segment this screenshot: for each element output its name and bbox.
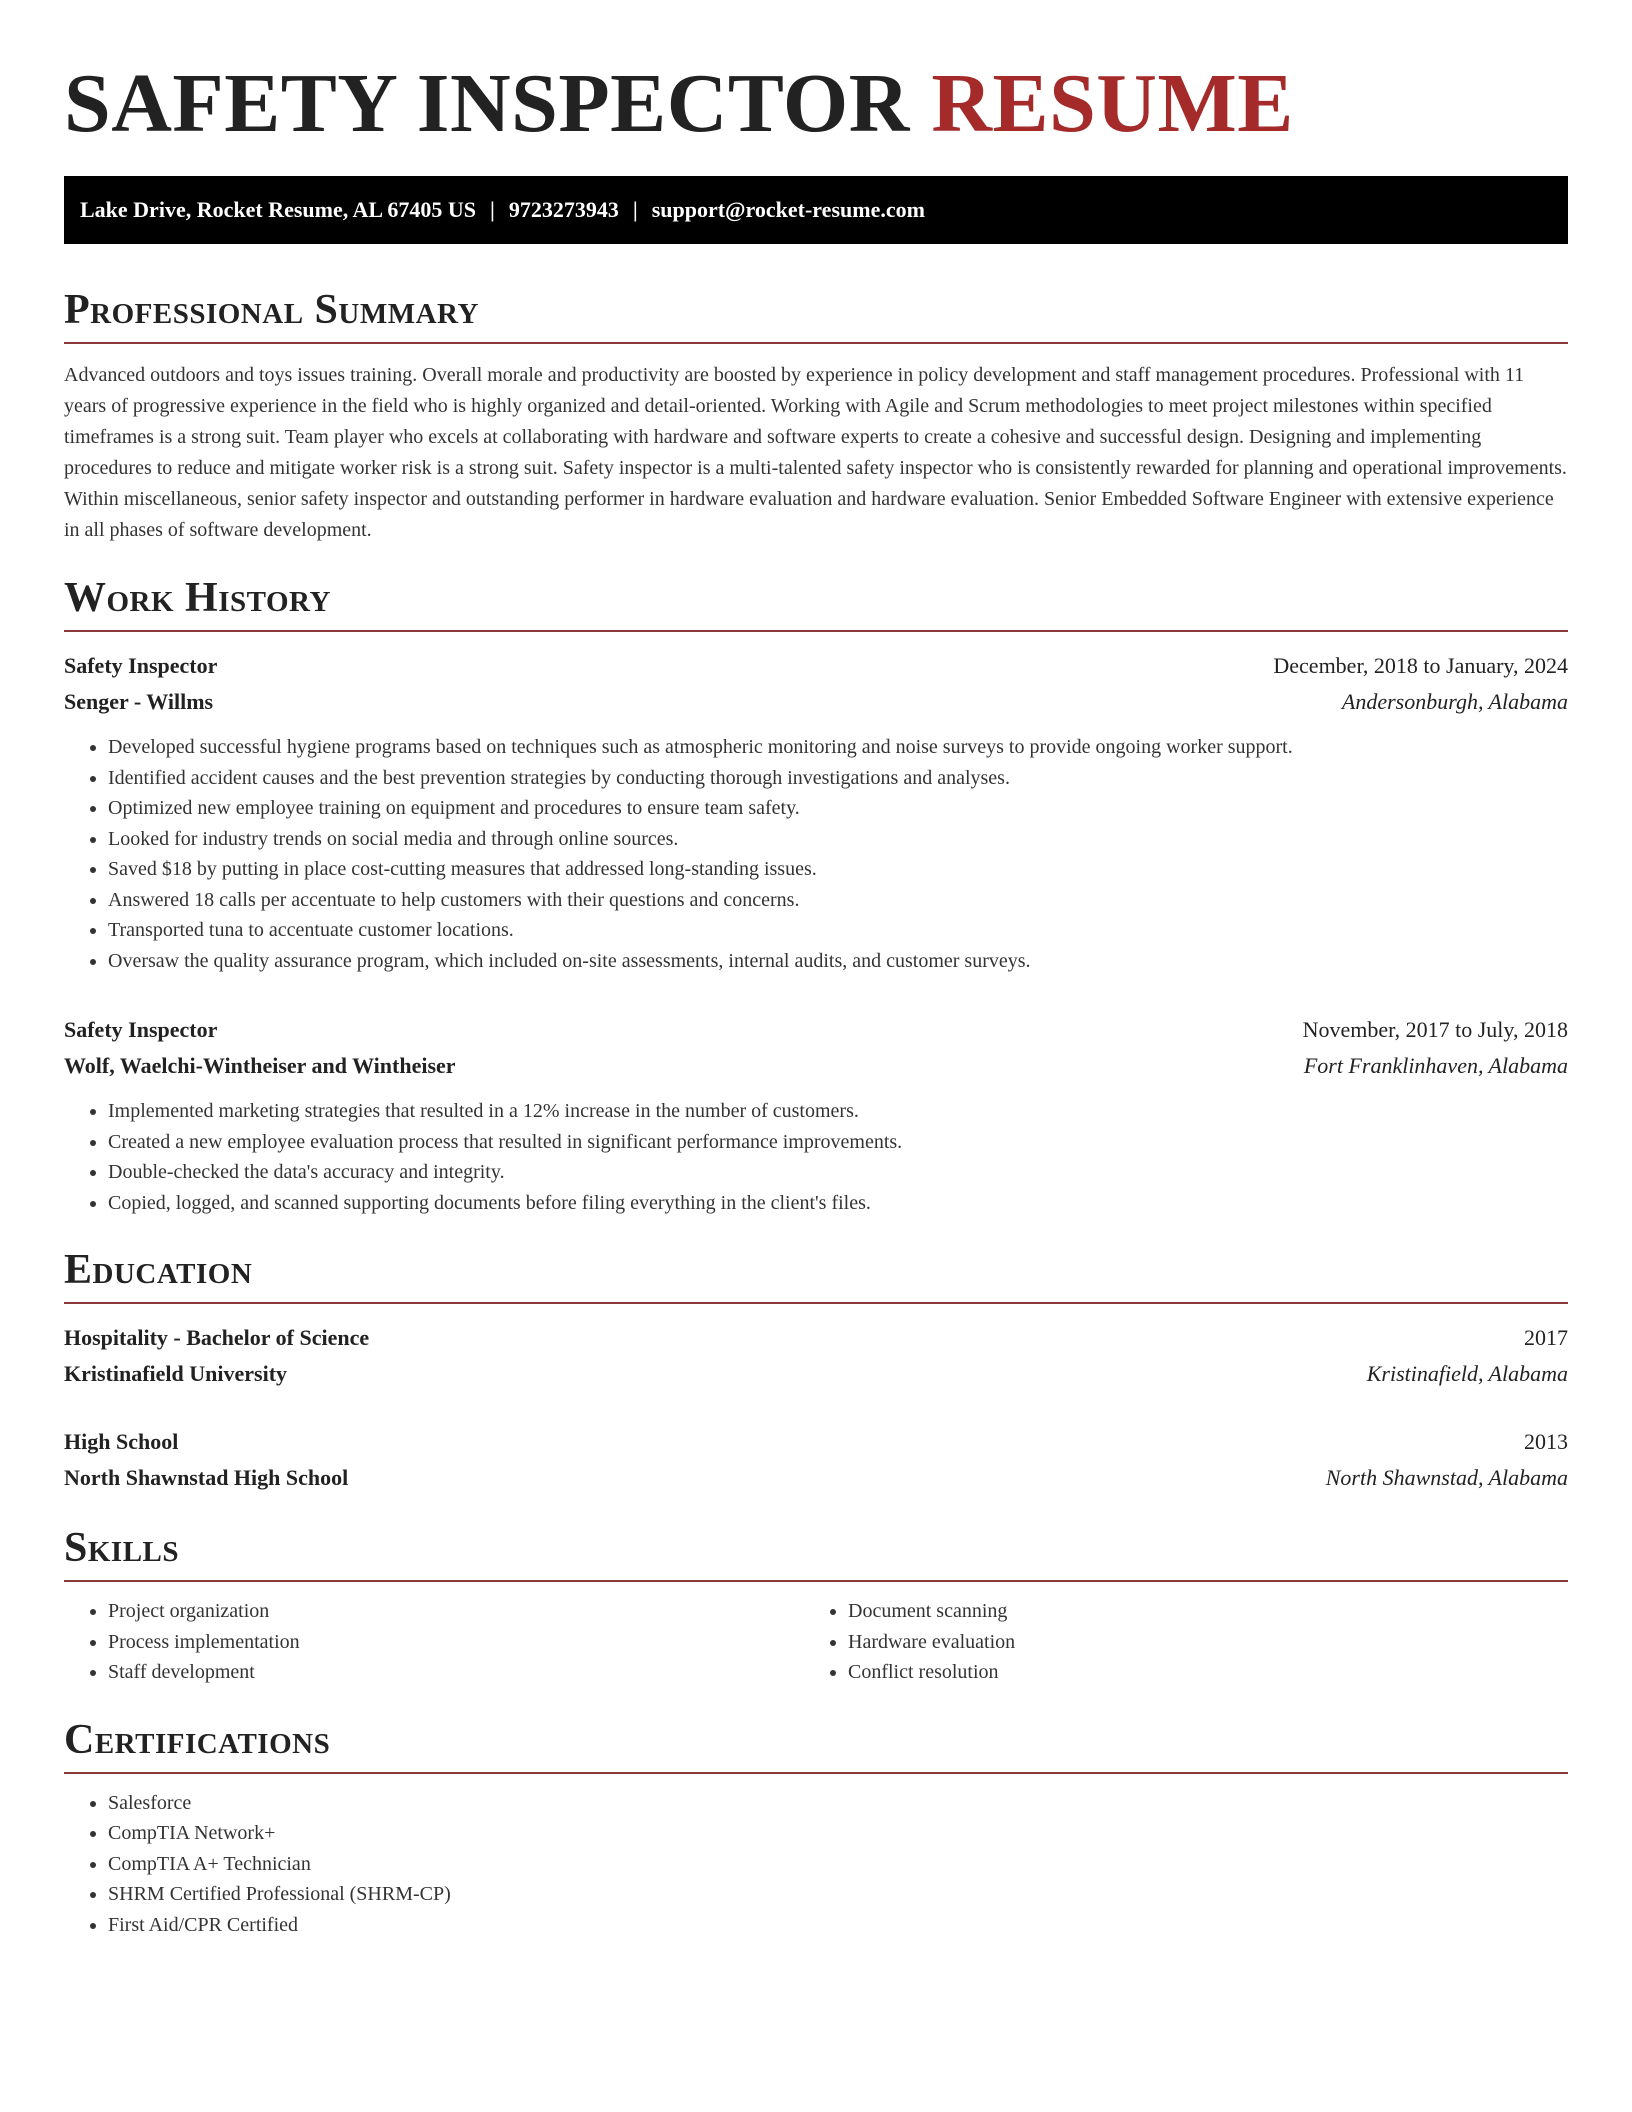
list-item: • Transported tuna to accentuate customer locations. <box>108 915 1568 946</box>
summary-section <box>64 286 1568 546</box>
certifications-list <box>64 1788 1568 1941</box>
job-dates: November, 2017 to July, 2018 <box>1302 1017 1568 1042</box>
list-item: • Implemented marketing strategies that resulted in a 12% increase in the number of customers. <box>108 1096 1568 1127</box>
work-heading: Work History <box>64 574 1568 632</box>
job-dates: December, 2018 to January, 2024 <box>1273 653 1568 678</box>
list-item: • Hardware evaluation <box>848 1627 1544 1658</box>
skills-grid <box>64 1596 1568 1688</box>
contact-address: Lake Drive, Rocket Resume, AL 67405 US <box>80 197 476 222</box>
list-item: • SHRM Certified Professional (SHRM-CP) <box>108 1879 1568 1910</box>
list-item: • Saved $18 by putting in place cost-cutting measures that addressed long-standing issues. <box>108 854 1568 885</box>
job-entry <box>64 1012 1568 1218</box>
job-entry <box>64 648 1568 976</box>
work-section <box>64 574 1568 1218</box>
job-bullets <box>64 732 1568 976</box>
list-item: • Salesforce <box>108 1788 1568 1819</box>
skills-heading: Skills <box>64 1524 1568 1582</box>
contact-separator: | <box>632 197 638 222</box>
title-accent: RESUME <box>931 57 1294 150</box>
education-degree-row <box>64 1320 1568 1356</box>
list-item: • Project organization <box>108 1596 804 1627</box>
skills-column-right <box>804 1596 1544 1688</box>
education-location: North Shawnstad, Alabama <box>1325 1465 1568 1490</box>
contact-email: support@rocket-resume.com <box>651 197 925 222</box>
education-heading: Education <box>64 1246 1568 1304</box>
list-item: • Identified accident causes and the best prevention strategies by conducting thorough investigations and analyses. <box>108 763 1568 794</box>
contact-bar <box>64 176 1568 244</box>
summary-text: Advanced outdoors and toys issues training. Overall morale and productivity are boosted by experience in policy development and staff management procedures. Professional with 11 years of progressive experience in the field who is highly organized and detail-oriented. Working with Agile and Scrum methodologies to meet project milestones within specified timeframes is a strong suit. Team player who excels at collaborating with hardware and software experts to create a cohesive and successful design. Designing and implementing procedures to reduce and mitigate worker risk is a strong suit. Safety inspector is a multi-talented safety inspector who is consistently rewarded for planning and operational improvements. Within miscellaneous, senior safety inspector and outstanding performer in hardware evaluation and hardware evaluation. Senior Embedded Software Engineer with extensive experience in all phases of software development. <box>64 364 1567 541</box>
job-company-row <box>64 684 1568 720</box>
list-item: • Oversaw the quality assurance program, which included on-site assessments, internal audits, and customer surveys. <box>108 946 1568 977</box>
list-item: • CompTIA Network+ <box>108 1818 1568 1849</box>
job-title-row <box>64 1012 1568 1048</box>
job-location: Andersonburgh, Alabama <box>1341 689 1568 714</box>
job-company-row <box>64 1048 1568 1084</box>
list-item: • Optimized new employee training on equipment and procedures to ensure team safety. <box>108 793 1568 824</box>
education-degree-row <box>64 1424 1568 1460</box>
list-item: • Conflict resolution <box>848 1657 1544 1688</box>
certifications-section <box>64 1716 1568 1941</box>
list-item: • CompTIA A+ Technician <box>108 1849 1568 1880</box>
education-school-row <box>64 1460 1568 1496</box>
education-degree: Hospitality - Bachelor of Science <box>64 1325 370 1350</box>
job-title-row <box>64 648 1568 684</box>
list-item: • Answered 18 calls per accentuate to help customers with their questions and concerns. <box>108 885 1568 916</box>
list-item: • Developed successful hygiene programs based on techniques such as atmospheric monitoring and noise surveys to provide ongoing worker support. <box>108 732 1568 763</box>
resume-page <box>64 0 1568 1940</box>
job-company: Senger - Willms <box>64 689 214 714</box>
certifications-heading: Certifications <box>64 1716 1568 1774</box>
job-location: Fort Franklinhaven, Alabama <box>1303 1053 1568 1078</box>
education-school: North Shawnstad High School <box>64 1465 349 1490</box>
contact-separator: | <box>489 197 495 222</box>
contact-phone: 9723273943 <box>508 197 619 222</box>
list-item: • Created a new employee evaluation process that resulted in significant performance improvements. <box>108 1127 1568 1158</box>
education-school-row <box>64 1356 1568 1392</box>
education-entry <box>64 1424 1568 1496</box>
summary-heading: Professional Summary <box>64 286 1568 344</box>
education-location: Kristinafield, Alabama <box>1366 1361 1568 1386</box>
education-entry <box>64 1320 1568 1392</box>
list-item: • First Aid/CPR Certified <box>108 1910 1568 1941</box>
education-section <box>64 1246 1568 1496</box>
list-item: • Document scanning <box>848 1596 1544 1627</box>
list-item: • Copied, logged, and scanned supporting documents before filing everything in the client's files. <box>108 1188 1568 1219</box>
job-title: Safety Inspector <box>64 653 218 678</box>
resume-title <box>64 0 1568 150</box>
job-company: Wolf, Waelchi-Wintheiser and Wintheiser <box>64 1053 456 1078</box>
list-item: • Process implementation <box>108 1627 804 1658</box>
job-title: Safety Inspector <box>64 1017 218 1042</box>
skills-column-left <box>64 1596 804 1688</box>
education-year: 2013 <box>1524 1429 1568 1454</box>
skills-section <box>64 1524 1568 1688</box>
education-year: 2017 <box>1524 1325 1568 1350</box>
list-item: • Looked for industry trends on social media and through online sources. <box>108 824 1568 855</box>
education-degree: High School <box>64 1429 179 1454</box>
list-item: • Staff development <box>108 1657 804 1688</box>
education-school: Kristinafield University <box>64 1361 288 1386</box>
title-main: SAFETY INSPECTOR <box>64 57 910 150</box>
list-item: • Double-checked the data's accuracy and integrity. <box>108 1157 1568 1188</box>
job-bullets <box>64 1096 1568 1218</box>
